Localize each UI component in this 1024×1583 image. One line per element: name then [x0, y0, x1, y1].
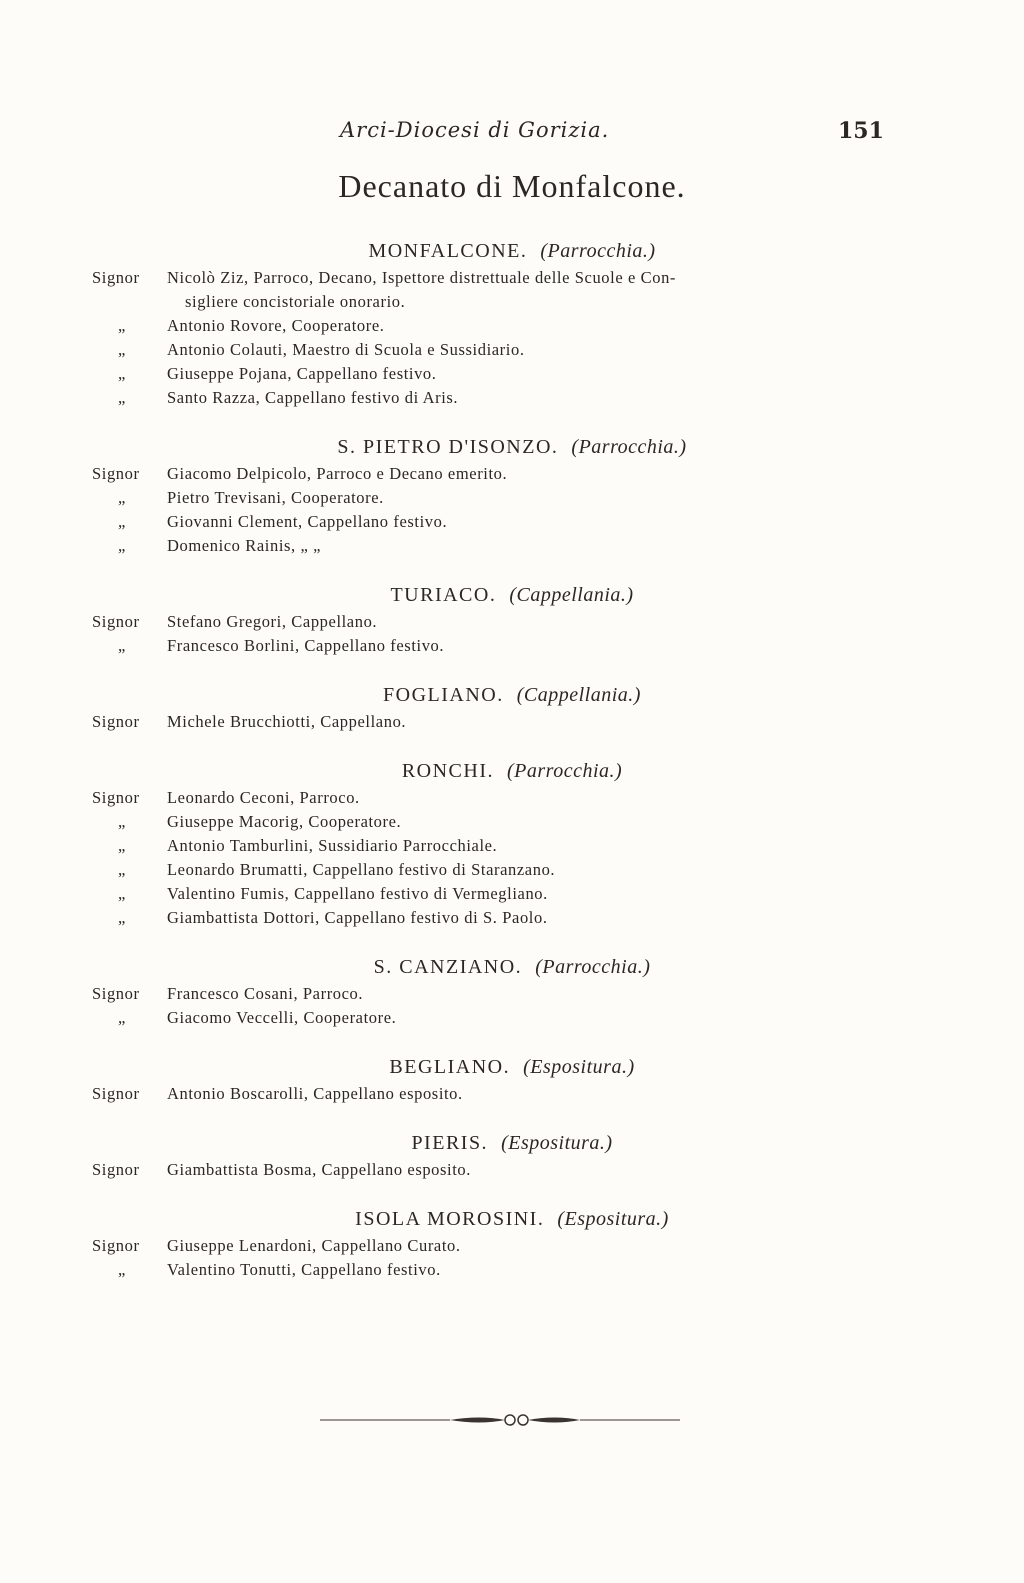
- section-gap: [0, 410, 1024, 432]
- entry-text: Stefano Gregori, Cappellano.: [167, 612, 378, 631]
- list-item: [0, 834, 1024, 858]
- section-type: (Parrocchia.): [535, 956, 651, 978]
- entry-text: Pietro Trevisani, Cooperatore.: [167, 488, 384, 507]
- section-place: BEGLIANO.: [389, 1056, 511, 1078]
- entry-text: Antonio Tamburlini, Sussidiario Parrocchiale.: [167, 836, 498, 855]
- section-type: (Espositura.): [501, 1132, 613, 1154]
- list-item: [0, 1006, 1024, 1030]
- section-heading: [0, 680, 1024, 710]
- list-item: [0, 1082, 1024, 1106]
- section-type: (Parrocchia.): [540, 240, 656, 262]
- entry-prefix: Signor: [92, 1160, 140, 1179]
- entry-prefix: „: [118, 364, 126, 383]
- entry-text: Giacomo Delpicolo, Parroco e Decano emerito.: [167, 464, 508, 483]
- entry-prefix: „: [118, 316, 126, 335]
- entry-prefix: „: [118, 884, 126, 903]
- list-item: [0, 982, 1024, 1006]
- section-gap: [0, 734, 1024, 756]
- entry-text: Francesco Borlini, Cappellano festivo.: [167, 636, 445, 655]
- entry-continuation: sigliere concistoriale onorario.: [185, 292, 406, 311]
- section-place: S. CANZIANO.: [373, 956, 523, 978]
- entry-prefix: „: [118, 1260, 126, 1279]
- entry-prefix: Signor: [92, 612, 140, 631]
- section-type: (Espositura.): [557, 1208, 669, 1230]
- entry-prefix: „: [118, 388, 126, 407]
- entry-prefix: Signor: [92, 712, 140, 731]
- list-item: [0, 386, 1024, 410]
- section-place: ISOLA MOROSINI.: [355, 1208, 545, 1230]
- section-heading: [0, 432, 1024, 462]
- section-type: (Cappellania.): [516, 684, 641, 706]
- list-item: [0, 786, 1024, 810]
- entry-text: Giambattista Bosma, Cappellano esposito.: [167, 1160, 472, 1179]
- running-title: Arci-Diocesi di Gorizia.: [340, 118, 610, 142]
- entry-prefix: „: [118, 512, 126, 531]
- list-item: [0, 266, 1024, 290]
- list-item: [0, 362, 1024, 386]
- list-item: [0, 1158, 1024, 1182]
- section-heading: [0, 580, 1024, 610]
- entry-text: Antonio Colauti, Maestro di Scuola e Sussidiario.: [167, 340, 525, 359]
- page-number: 151: [838, 118, 884, 144]
- section-gap: [0, 1182, 1024, 1204]
- entry-text: Giuseppe Lenardoni, Cappellano Curato.: [167, 1236, 461, 1255]
- entry-text: Giuseppe Macorig, Cooperatore.: [167, 812, 402, 831]
- list-item: [0, 338, 1024, 362]
- section-gap: [0, 930, 1024, 952]
- list-item: [0, 906, 1024, 930]
- entry-text: Valentino Tonutti, Cappellano festivo.: [167, 1260, 441, 1279]
- section-heading: [0, 952, 1024, 982]
- entry-prefix: „: [118, 812, 126, 831]
- list-item: [0, 810, 1024, 834]
- list-item: [0, 1234, 1024, 1258]
- section-place: FOGLIANO.: [383, 684, 504, 706]
- entry-text: Francesco Cosani, Parroco.: [167, 984, 364, 1003]
- entry-prefix: „: [118, 340, 126, 359]
- section-gap: [0, 658, 1024, 680]
- entry-prefix: „: [118, 860, 126, 879]
- entry-prefix: „: [118, 536, 126, 555]
- entry-prefix: Signor: [92, 464, 140, 483]
- entry-text: Michele Brucchiotti, Cappellano.: [167, 712, 407, 731]
- list-item: [0, 710, 1024, 734]
- list-item: [0, 534, 1024, 558]
- list-item: [0, 314, 1024, 338]
- section-place: RONCHI.: [401, 760, 494, 782]
- list-item: [0, 882, 1024, 906]
- entry-prefix: Signor: [92, 1236, 140, 1255]
- section-heading: [0, 1128, 1024, 1158]
- section-heading: [0, 236, 1024, 266]
- entry-text: Giacomo Veccelli, Cooperatore.: [167, 1008, 397, 1027]
- list-item: [0, 1258, 1024, 1282]
- list-item: [0, 510, 1024, 534]
- entry-prefix: „: [118, 636, 126, 655]
- section-place: PIERIS.: [411, 1132, 489, 1154]
- entry-text: Leonardo Ceconi, Parroco.: [167, 788, 360, 807]
- sections-container: [0, 236, 1024, 1304]
- section-place: S. PIETRO D'ISONZO.: [337, 436, 559, 458]
- list-item: [0, 610, 1024, 634]
- entry-prefix: Signor: [92, 268, 140, 287]
- entry-text: Nicolò Ziz, Parroco, Decano, Ispettore distrettuale delle Scuole e Con-: [167, 268, 677, 287]
- list-item: [0, 462, 1024, 486]
- section-gap: [0, 1282, 1024, 1304]
- entry-text: Giambattista Dottori, Cappellano festivo di S. Paolo.: [167, 908, 548, 927]
- entry-prefix: „: [118, 908, 126, 927]
- list-item: [0, 634, 1024, 658]
- section-heading: [0, 1204, 1024, 1234]
- section-type: (Parrocchia.): [571, 436, 687, 458]
- entry-text: Valentino Fumis, Cappellano festivo di Vermegliano.: [167, 884, 548, 903]
- entry-text: Antonio Rovore, Cooperatore.: [167, 316, 385, 335]
- entry-text: Giuseppe Pojana, Cappellano festivo.: [167, 364, 437, 383]
- section-heading: [0, 756, 1024, 786]
- entry-prefix: „: [118, 1008, 126, 1027]
- section-heading: [0, 1052, 1024, 1082]
- section-type: (Espositura.): [523, 1056, 635, 1078]
- section-gap: [0, 1030, 1024, 1052]
- entry-text: Antonio Boscarolli, Cappellano esposito.: [167, 1084, 463, 1103]
- page-title: Decanato di Monfalcone.: [338, 168, 686, 204]
- running-header: [0, 118, 1024, 148]
- list-item: [0, 486, 1024, 510]
- section-gap: [0, 558, 1024, 580]
- section-type: (Parrocchia.): [507, 760, 623, 782]
- section-place: TURIACO.: [390, 584, 497, 606]
- entry-prefix: „: [118, 488, 126, 507]
- section-gap: [0, 1106, 1024, 1128]
- entry-text: Giovanni Clement, Cappellano festivo.: [167, 512, 448, 531]
- entry-text: Santo Razza, Cappellano festivo di Aris.: [167, 388, 459, 407]
- entry-prefix: Signor: [92, 1084, 140, 1103]
- section-place: MONFALCONE.: [368, 240, 528, 262]
- ornament-divider-icon: [320, 1412, 680, 1428]
- entry-prefix: Signor: [92, 788, 140, 807]
- entry-text: Domenico Rainis, „ „: [167, 536, 322, 555]
- entry-text: Leonardo Brumatti, Cappellano festivo di Staranzano.: [167, 860, 556, 879]
- list-item: [0, 858, 1024, 882]
- entry-prefix: Signor: [92, 984, 140, 1003]
- section-type: (Cappellania.): [509, 584, 634, 606]
- entry-prefix: „: [118, 836, 126, 855]
